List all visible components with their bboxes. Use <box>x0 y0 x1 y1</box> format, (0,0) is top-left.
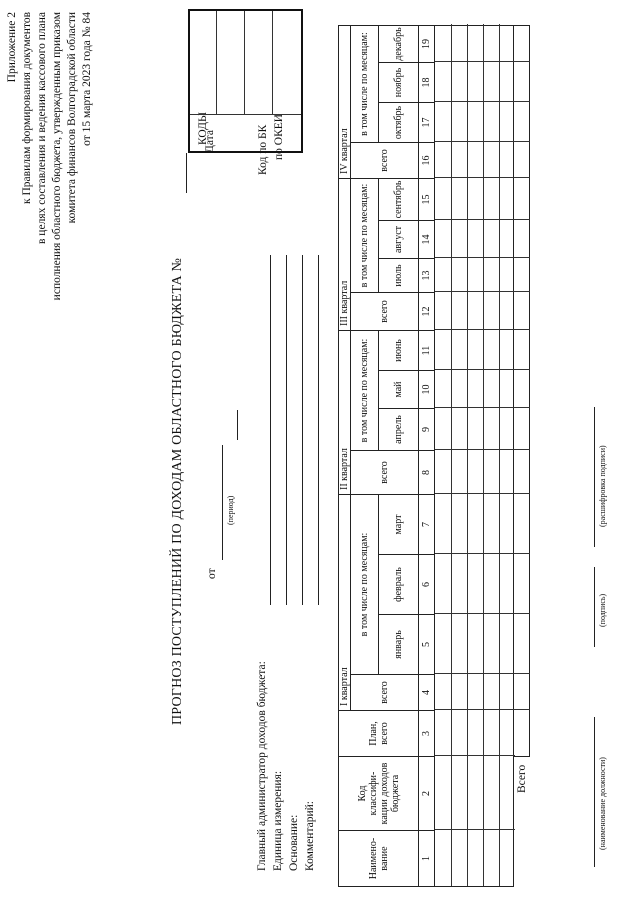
months-subheader: в том числе по месяцам: <box>350 495 378 675</box>
codes-box <box>188 9 303 153</box>
col-name-header <box>338 831 418 887</box>
col-line <box>435 553 515 554</box>
table-row <box>467 24 468 886</box>
col-line <box>435 219 515 220</box>
total-col-line <box>514 141 530 142</box>
month-header: март <box>378 495 418 555</box>
col-line <box>435 709 515 710</box>
table-row <box>499 24 500 886</box>
page-title: ПРОГНОЗ ПОСТУПЛЕНИЙ ПО ДОХОДАМ ОБЛАСТНОГО БЮДЖЕТА № <box>170 257 185 725</box>
quarter-total-header: всего <box>350 143 418 179</box>
month-header: декабрь <box>378 25 418 63</box>
date-tail-line[interactable] <box>237 410 238 440</box>
col-line <box>435 141 515 142</box>
codes-divider <box>190 114 301 115</box>
col-line <box>435 61 515 62</box>
col-number: 2 <box>418 757 434 831</box>
col-number: 18 <box>418 63 434 103</box>
col-line <box>435 755 515 756</box>
month-header: август <box>378 221 418 259</box>
col-number: 4 <box>418 675 434 711</box>
appendix-line: к Правилам формирования документов <box>21 12 33 204</box>
field-comment-label: Комментарий: <box>304 801 316 871</box>
field-unit-line[interactable] <box>286 255 287 605</box>
col-number: 7 <box>418 495 434 555</box>
total-col-line <box>514 449 530 450</box>
col-line <box>435 291 515 292</box>
appendix-line: от 15 марта 2023 года № 84 <box>81 12 93 146</box>
bk-code-label: Код по БК <box>257 124 269 175</box>
period-hint: (период) <box>226 495 235 525</box>
col-number: 8 <box>418 451 434 495</box>
col-code-header-text: Код классифи-кации доходов бюджета <box>356 762 401 825</box>
total-col-line <box>514 369 530 370</box>
appendix-line: комитета финансов Волгоградской области <box>66 12 78 224</box>
decode-line[interactable] <box>594 407 595 547</box>
col-line <box>435 329 515 330</box>
total-col-line <box>514 257 530 258</box>
date-code-label: Дата <box>204 130 216 153</box>
month-header: май <box>378 371 418 409</box>
table-row <box>451 24 452 886</box>
col-number: 14 <box>418 221 434 259</box>
col-number: 10 <box>418 371 434 409</box>
total-col-line <box>514 329 530 330</box>
month-header: февраль <box>378 555 418 615</box>
col-number: 13 <box>418 259 434 293</box>
appendix-line: Приложение 2 <box>6 12 18 83</box>
quarter-header: I квартал <box>338 495 350 711</box>
col-line <box>435 449 515 450</box>
appendix-line: в целях составления и ведения кассового плана <box>36 12 48 244</box>
codes-header: КОДЫ <box>197 112 209 145</box>
col-line <box>435 613 515 614</box>
signature-line[interactable] <box>594 567 595 647</box>
month-header: апрель <box>378 409 418 451</box>
col-number: 12 <box>418 293 434 331</box>
position-hint: (наименование должности) <box>598 757 607 850</box>
months-subheader: в том числе по месяцам: <box>350 25 378 143</box>
total-col-line <box>514 177 530 178</box>
quarter-header: II квартал <box>338 331 350 495</box>
months-subheader: в том числе по месяцам: <box>350 179 378 293</box>
field-basis-label: Основание: <box>288 814 300 871</box>
signature-hint: (подпись) <box>598 593 607 627</box>
total-row <box>514 25 530 757</box>
quarter-header: IV квартал <box>338 25 350 179</box>
codes-row-line <box>272 11 273 115</box>
field-unit-label: Единица измерения: <box>272 770 284 871</box>
col-name-header-text: Наимено-вание <box>367 837 390 880</box>
data-table <box>338 25 530 887</box>
field-admin-line[interactable] <box>270 255 271 605</box>
total-col-line <box>514 61 530 62</box>
col-number: 3 <box>418 711 434 757</box>
date-from-label: от <box>206 568 218 579</box>
total-col-line <box>514 407 530 408</box>
table-body <box>434 25 514 887</box>
total-col-line <box>514 493 530 494</box>
month-header: январь <box>378 615 418 675</box>
total-col-line <box>514 291 530 292</box>
field-admin-label: Главный администратор доходов бюджета: <box>256 661 268 871</box>
appendix-line: исполнения областного бюджета, утвержденным приказом <box>51 12 63 301</box>
col-line <box>435 369 515 370</box>
total-row-label: Всего <box>516 764 528 793</box>
okei-code-label: по ОКЕИ <box>273 113 285 160</box>
col-number: 9 <box>418 409 434 451</box>
quarter-total-header: всего <box>350 451 418 495</box>
total-col-line <box>514 709 530 710</box>
month-header: ноябрь <box>378 63 418 103</box>
month-header: октябрь <box>378 103 418 143</box>
quarter-total-header: всего <box>350 675 418 711</box>
col-number: 1 <box>418 831 434 887</box>
col-number: 16 <box>418 143 434 179</box>
total-col-line <box>514 101 530 102</box>
col-line <box>435 407 515 408</box>
month-header: сентябрь <box>378 179 418 221</box>
codes-row-line <box>244 11 245 115</box>
month-header: июль <box>378 259 418 293</box>
col-code-header <box>338 757 418 831</box>
quarter-total-header: всего <box>350 293 418 331</box>
col-plan-header <box>338 711 418 757</box>
position-line[interactable] <box>594 717 595 867</box>
field-comment-line[interactable] <box>318 255 319 605</box>
total-col-line <box>514 613 530 614</box>
col-line <box>435 101 515 102</box>
period-line[interactable] <box>222 445 223 560</box>
col-line <box>435 829 515 830</box>
col-line <box>435 673 515 674</box>
table-row <box>483 24 484 886</box>
total-col-line <box>514 219 530 220</box>
col-number: 11 <box>418 331 434 371</box>
col-number: 19 <box>418 25 434 63</box>
codes-row-line <box>216 11 217 115</box>
month-header: июнь <box>378 331 418 371</box>
decode-hint: (расшифровка подписи) <box>598 445 607 527</box>
col-number: 5 <box>418 615 434 675</box>
total-col-line <box>514 673 530 674</box>
total-col-line <box>514 553 530 554</box>
quarter-header: III квартал <box>338 179 350 331</box>
col-line <box>435 493 515 494</box>
title-number-line <box>186 153 187 193</box>
col-line <box>435 257 515 258</box>
col-number: 6 <box>418 555 434 615</box>
col-number: 15 <box>418 179 434 221</box>
col-plan-header-text: План, всего <box>367 721 390 746</box>
col-number: 17 <box>418 103 434 143</box>
field-basis-line[interactable] <box>302 255 303 605</box>
col-line <box>435 177 515 178</box>
months-subheader: в том числе по месяцам: <box>350 331 378 451</box>
appendix-block <box>5 12 95 300</box>
